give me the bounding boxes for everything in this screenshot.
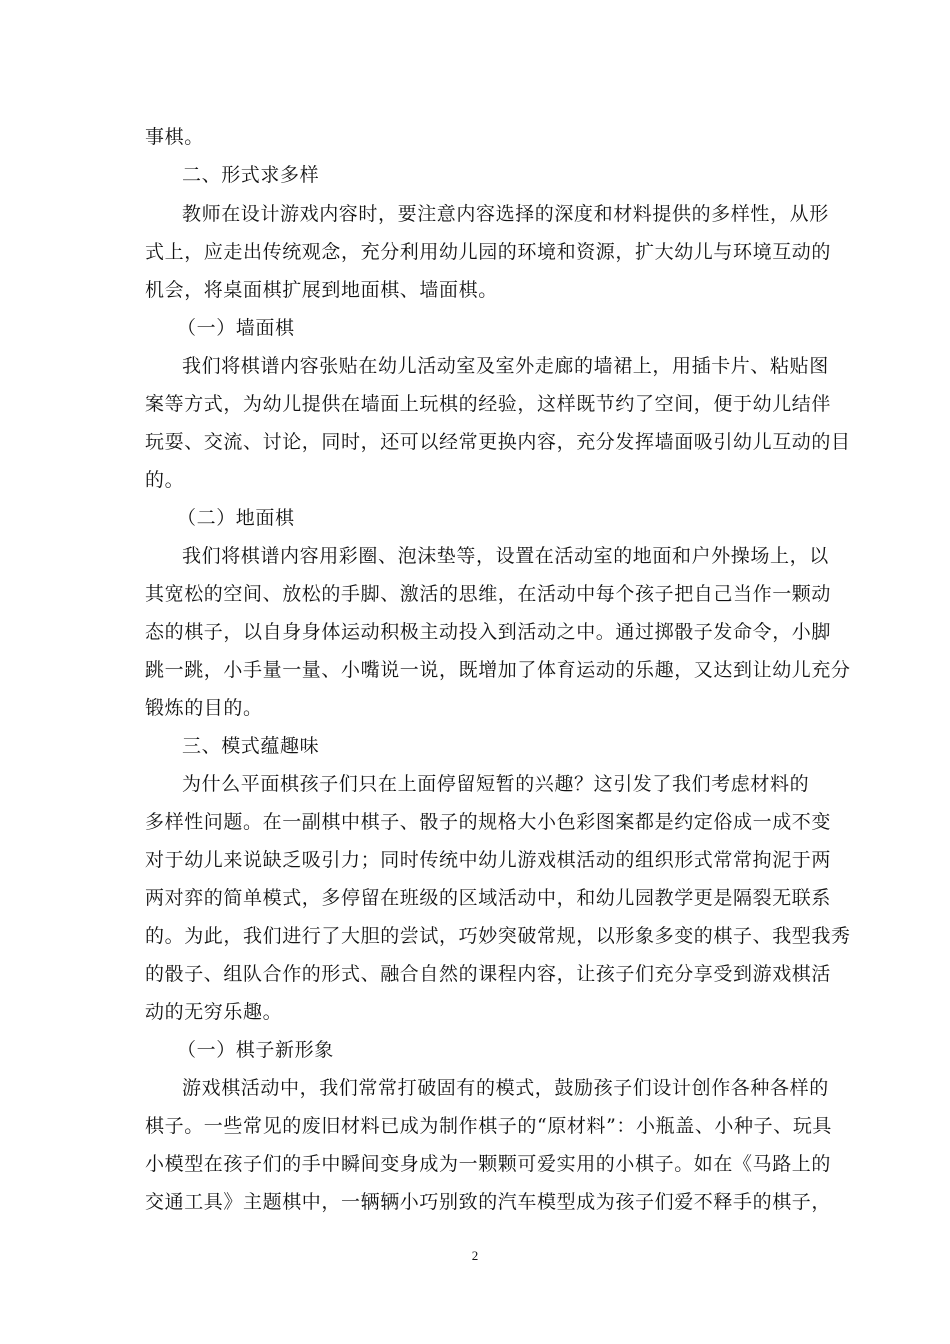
text-line: 事棋。 — [145, 126, 204, 148]
text-line: 多样性问题。在一副棋中棋子、骰子的规格大小色彩图案都是约定俗成一成不变 — [145, 811, 832, 833]
text-line: 式上，应走出传统观念，充分利用幼儿园的环境和资源，扩大幼儿与环境互动的 — [145, 241, 832, 263]
text-line: 动的无穷乐趣。 — [145, 1001, 283, 1023]
text-line: 玩耍、交流、讨论，同时，还可以经常更换内容，充分发挥墙面吸引幼儿互动的目 — [145, 431, 851, 453]
text-line: 机会，将桌面棋扩展到地面棋、墙面棋。 — [145, 279, 498, 301]
text-line: 棋子。一些常见的废旧材料已成为制作棋子的“原材料”：小瓶盖、小种子、玩具 — [145, 1115, 833, 1137]
text-line: 我们将棋谱内容张贴在幼儿活动室及室外走廊的墙裙上，用插卡片、粘贴图 — [182, 355, 829, 377]
text-line: 态的棋子，以自身身体运动积极主动投入到活动之中。通过掷骰子发命令，小脚 — [145, 621, 832, 643]
text-line: 跳一跳，小手量一量、小嘴说一说，既增加了体育运动的乐趣，又达到让幼儿充分 — [145, 659, 851, 681]
text-line: 锻炼的目的。 — [145, 697, 263, 719]
page-number: 2 — [471, 1248, 479, 1263]
subsection-heading: （一）棋子新形象 — [177, 1039, 334, 1061]
text-line: 为什么平面棋孩子们只在上面停留短暂的兴趣？这引发了我们考虑材料的 — [182, 773, 810, 795]
text-line: 我们将棋谱内容用彩圈、泡沫垫等，设置在活动室的地面和户外操场上，以 — [182, 545, 829, 567]
text-line: 小模型在孩子们的手中瞬间变身成为一颗颗可爱实用的小棋子。如在《马路上的 — [145, 1153, 832, 1175]
text-line: 的。为此，我们进行了大胆的尝试，巧妙突破常规，以形象多变的棋子、我型我秀 — [145, 925, 851, 947]
subsection-heading: （二）地面棋 — [177, 507, 295, 529]
text-line: 其宽松的空间、放松的手脚、激活的思维，在活动中每个孩子把自己当作一颗动 — [145, 583, 832, 605]
section-heading: 三、模式蕴趣味 — [182, 735, 320, 757]
text-line: 案等方式，为幼儿提供在墙面上玩棋的经验，这样既节约了空间，便于幼儿结伴 — [145, 393, 832, 415]
text-line: 游戏棋活动中，我们常常打破固有的模式，鼓励孩子们设计创作各种各样的 — [182, 1077, 829, 1099]
text-line: 对于幼儿来说缺乏吸引力；同时传统中幼儿游戏棋活动的组织形式常常拘泥于两 — [145, 849, 832, 871]
subsection-heading: （一）墙面棋 — [177, 317, 295, 339]
text-line: 的。 — [145, 469, 185, 491]
text-line: 交通工具》主题棋中，一辆辆小巧别致的汽车模型成为孩子们爱不释手的棋子， — [145, 1191, 832, 1213]
text-line: 教师在设计游戏内容时，要注意内容选择的深度和材料提供的多样性，从形 — [182, 203, 829, 225]
text-line: 两对弈的简单模式，多停留在班级的区域活动中，和幼儿园教学更是隔裂无联系 — [145, 887, 832, 909]
section-heading: 二、形式求多样 — [182, 164, 320, 186]
text-line: 的骰子、组队合作的形式、融合自然的课程内容，让孩子们充分享受到游戏棋活 — [145, 963, 832, 985]
